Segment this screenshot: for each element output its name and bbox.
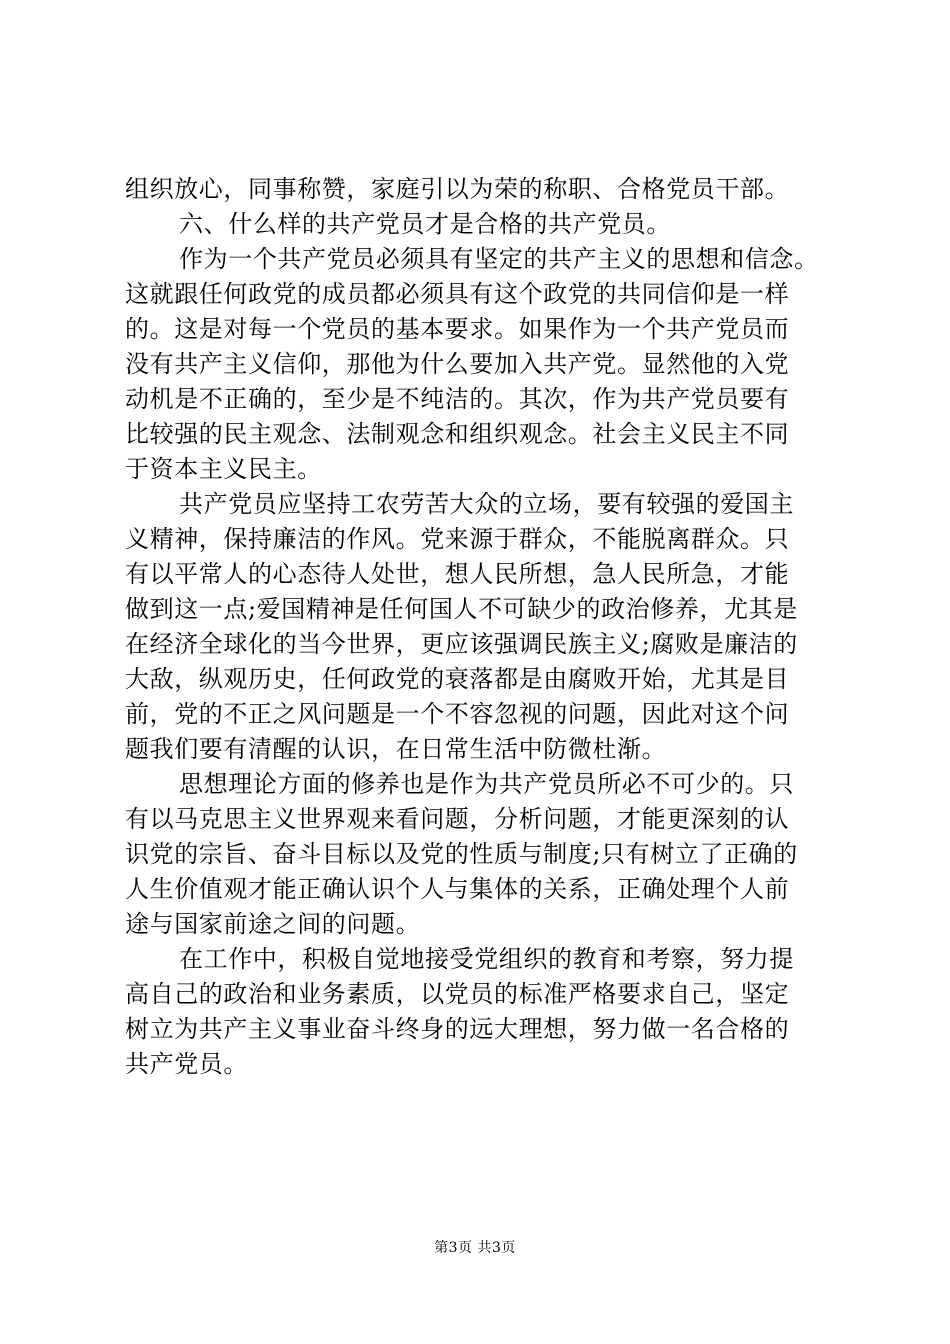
text-line: 有以马克思主义世界观来看问题，分析问题，才能更深刻的认	[125, 805, 790, 833]
text-line: 这就跟任何政党的成员都必须具有这个政党的共同信仰是一样	[125, 280, 790, 308]
text-line: 高自己的政治和业务素质，以党员的标准严格要求自己，坚定	[125, 980, 790, 1008]
text-line: 没有共产主义信仰，那他为什么要加入共产党。显然他的入党	[125, 350, 790, 378]
text-line: 思想理论方面的修养也是作为共产党员所必不可少的。只	[179, 770, 794, 798]
text-line: 在工作中，积极自觉地接受党组织的教育和考察，努力提	[179, 945, 794, 973]
section-heading-six	[125, 207, 840, 242]
page-number: 第3页 共3页	[434, 1240, 516, 1256]
text-line: 做到这一点;爱国精神是任何国人不可缺少的政治修养，尤其是	[125, 595, 798, 623]
text-line: 共产党员应坚持工农劳苦大众的立场，要有较强的爱国主	[179, 490, 794, 518]
text-line: 树立为共产主义事业奋斗终身的远大理想，努力做一名合格的	[125, 1015, 790, 1043]
text-line: 的。这是对每一个党员的基本要求。如果作为一个共产党员而	[125, 315, 790, 343]
text-line: 在经济全球化的当今世界，更应该强调民族主义;腐败是廉洁的	[125, 630, 798, 658]
paragraph-closing-line	[125, 172, 840, 207]
page-footer	[0, 1238, 950, 1258]
text-line: 作为一个共产党员必须具有坚定的共产主义的思想和信念。	[179, 245, 819, 273]
text-line: 有以平常人的心态待人处世，想人民所想，急人民所急，才能	[125, 560, 790, 588]
paragraph-standpoint-patriotism	[125, 487, 840, 767]
text-line: 题我们要有清醒的认识，在日常生活中防微杜渐。	[125, 735, 667, 763]
text-line: 共产党员。	[125, 1050, 248, 1078]
paragraph-work-commitment	[125, 942, 840, 1082]
paragraph-communist-belief	[125, 242, 840, 487]
text-line: 义精神，保持廉洁的作风。党来源于群众，不能脱离群众。只	[125, 525, 790, 553]
text-line: 于资本主义民主。	[125, 455, 322, 483]
text-line: 人生价值观才能正确认识个人与集体的关系，正确处理个人前	[125, 875, 790, 903]
text-line: 途与国家前途之间的问题。	[125, 910, 421, 938]
text-line: 组织放心，同事称赞，家庭引以为荣的称职、合格党员干部。	[125, 175, 790, 203]
text-line: 识党的宗旨、奋斗目标以及党的性质与制度;只有树立了正确的	[125, 840, 798, 868]
paragraph-theory-cultivation	[125, 767, 840, 942]
document-body	[125, 172, 840, 1082]
text-line: 动机是不正确的，至少是不纯洁的。其次，作为共产党员要有	[125, 385, 790, 413]
text-line: 前，党的不正之风问题是一个不容忽视的问题，因此对这个问	[125, 700, 790, 728]
text-line: 大敌，纵观历史，任何政党的衰落都是由腐败开始，尤其是目	[125, 665, 790, 693]
text-line: 比较强的民主观念、法制观念和组织观念。社会主义民主不同	[125, 420, 790, 448]
heading-line: 六、什么样的共产党员才是合格的共产党员。	[179, 210, 671, 238]
